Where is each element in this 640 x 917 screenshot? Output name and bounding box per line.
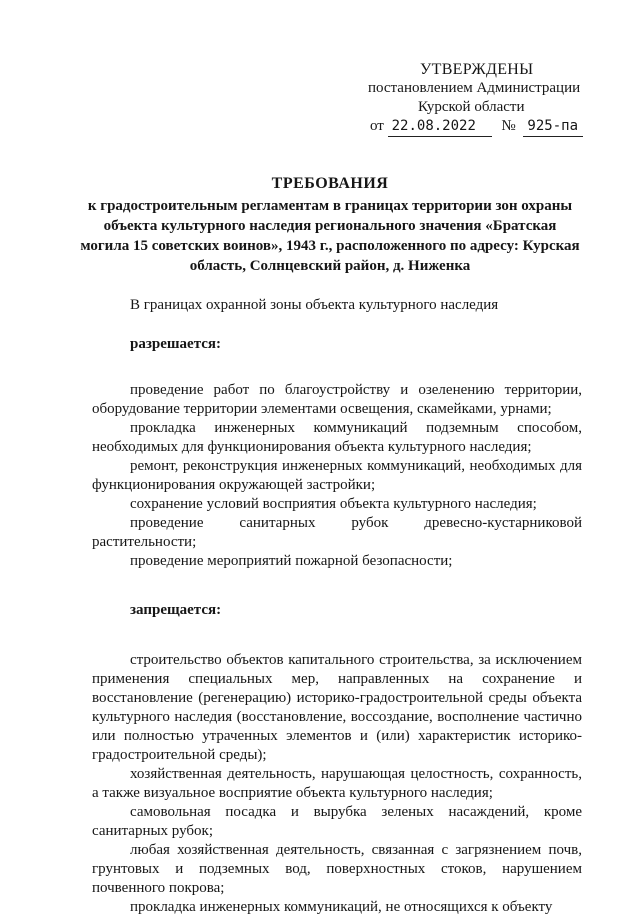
forbidden-item: прокладка инженерных коммуникаций, не относящихся к объекту [130,899,553,915]
approval-block [360,60,600,137]
allowed-item: проведение работ по благоустройству и озеленению территории, оборудование территории элементами освещения, скамейками, урнами; [92,382,582,417]
approval-date: 22.08.2022 [388,117,492,137]
forbidden-item: самовольная посадка и вырубка зеленых насаждений, кроме санитарных рубок; [92,804,582,839]
forbidden-item: любая хозяйственная деятельность, связанная с загрязнением почв, грунтовых и подземных вод, поверхностных стоков, нарушением почвенного покрова; [92,842,582,896]
forbidden-item: хозяйственная деятельность, нарушающая целостность, сохранность, а также визуальное восприятие объекта культурного наследия; [92,766,582,801]
allowed-item: сохранение условий восприятия объекта культурного наследия; [130,496,537,512]
intro-paragraph: В границах охранной зоны объекта культурного наследия [130,297,499,313]
forbidden-item: строительство объектов капитального строительства, за исключением применения специальных мер, направленных на сохранение и восстановление (регенерацию) историко-градостроительной среды объекта культурного наследия (восстановление, воссоздание, восполнение частично или полностью утраченных элементов и (или) характеристик историко-градостроительной среды); [92,652,582,763]
document-heading [80,174,580,276]
allowed-label: разрешается: [130,336,222,352]
allowed-item: прокладка инженерных коммуникаций подземным способом, необходимых для функционирования объекта культурного наследия; [92,420,582,455]
document-subtitle: к градостроительным регламентам в границах территории зон охраны объекта культурного наследия регионального значения «Братская могила 15 советских воинов», 1943 г., расположенного по адресу: Курская область, Солнцевский район, д. Ниженка [80,198,580,274]
number-prefix: № [501,118,516,134]
date-prefix: от [370,118,384,134]
allowed-item: ремонт, реконструкция инженерных коммуникаций, необходимых для функционирования окружающей застройки; [92,458,582,493]
document-body [92,296,582,917]
document-title: ТРЕБОВАНИЯ [271,175,389,192]
approval-region: Курской области [418,99,525,115]
forbidden-label: запрещается: [130,602,222,618]
allowed-item: проведение санитарных рубок древесно-кустарниковой растительности; [92,515,582,550]
approval-by: постановлением Администрации [368,80,581,96]
approval-date-row [360,117,600,137]
allowed-item: проведение мероприятий пожарной безопасности; [130,553,453,569]
approval-title: УТВЕРЖДЕНЫ [420,61,534,78]
approval-number: 925-па [523,117,583,137]
